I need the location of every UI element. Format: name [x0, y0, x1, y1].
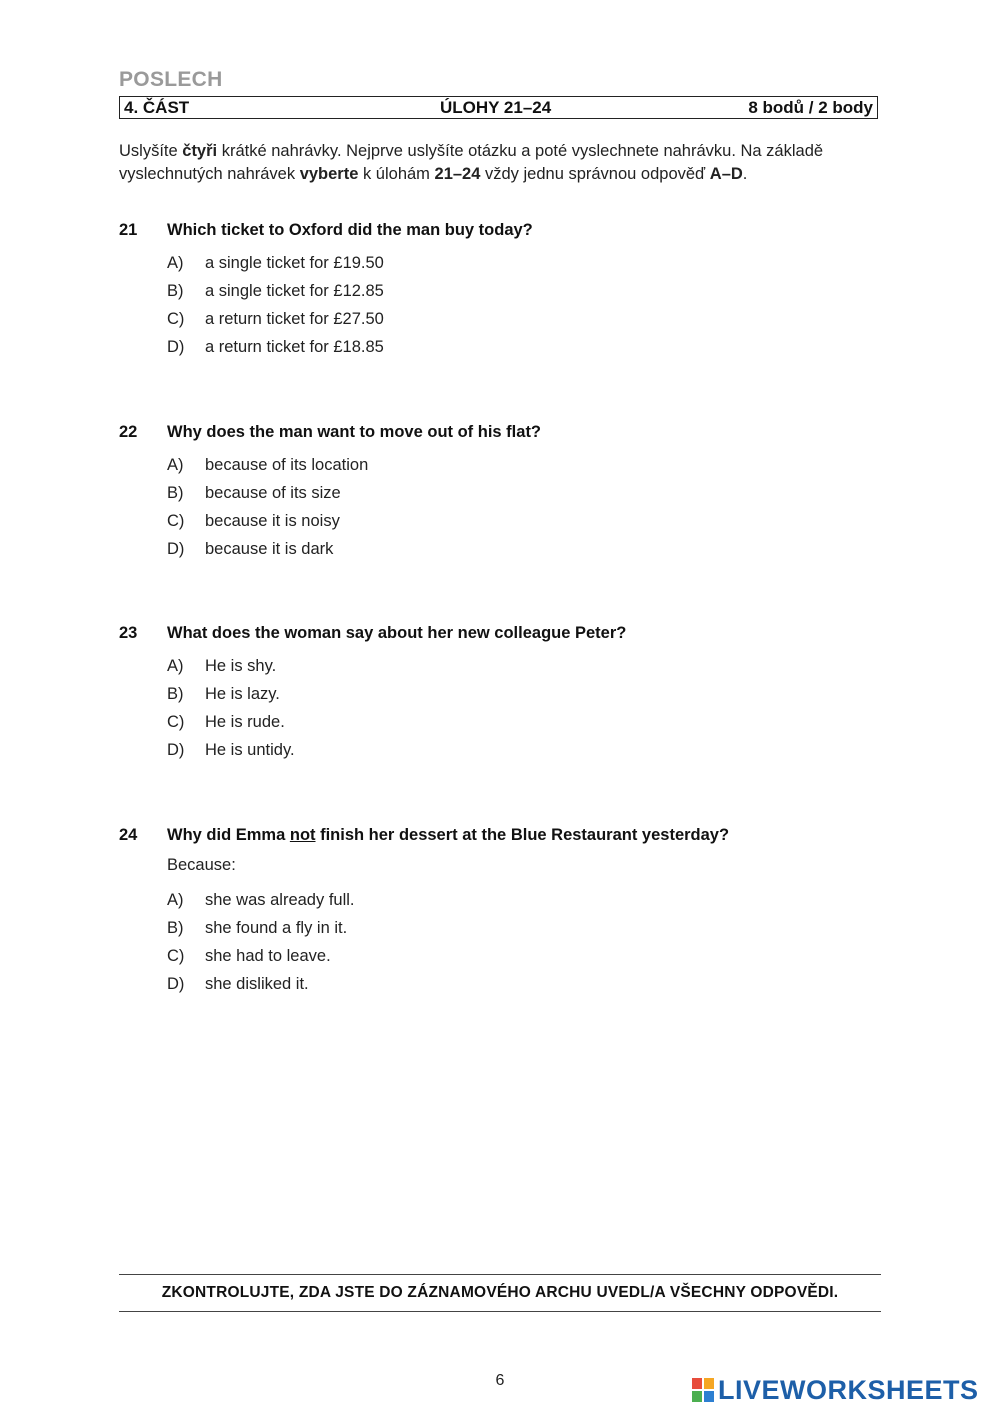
option-text: He is shy. [205, 656, 277, 675]
answer-option-a[interactable] [167, 886, 889, 914]
answer-sheet-reminder: ZKONTROLUJTE, ZDA JSTE DO ZÁZNAMOVÉHO ARCHU UVEDL/A VŠECHNY ODPOVĚDI. [119, 1274, 881, 1312]
option-letter: B) [167, 281, 184, 300]
question-number: 22 [119, 422, 138, 441]
option-text: a return ticket for £18.85 [205, 337, 384, 356]
option-letter: C) [167, 712, 185, 731]
logo-square [704, 1391, 714, 1402]
question-subtext: Because: [167, 856, 236, 874]
option-letter: A) [167, 455, 184, 474]
instructions-text: . [742, 165, 748, 183]
answer-option-a[interactable] [167, 652, 889, 680]
part-label: 4. ČÁST [124, 97, 190, 117]
option-text: because it is dark [205, 539, 334, 558]
option-text: a return ticket for £27.50 [205, 309, 384, 328]
question-text-part: finish her dessert at the Blue Restaurant yesterday? [315, 825, 730, 844]
question-text: What does the woman say about her new colleague Peter? [167, 623, 627, 642]
option-letter: D) [167, 337, 185, 356]
option-letter: B) [167, 684, 184, 703]
answer-option-c[interactable] [167, 942, 889, 970]
option-letter: B) [167, 918, 184, 937]
option-letter: D) [167, 740, 185, 759]
option-letter: A) [167, 890, 184, 909]
brand-name: LIVEWORKSHEETS [718, 1374, 979, 1405]
section-title: POSLECH [119, 68, 223, 91]
option-text: she was already full. [205, 890, 355, 909]
instructions-bold: čtyři [182, 142, 218, 160]
option-letter: D) [167, 539, 185, 558]
option-text: because of its location [205, 455, 369, 474]
option-letter: D) [167, 974, 185, 993]
part-header-bar [119, 96, 878, 119]
liveworksheets-logo-icon [692, 1378, 714, 1402]
question-text [167, 826, 729, 845]
option-text: a single ticket for £19.50 [205, 253, 384, 272]
option-letter: C) [167, 511, 185, 530]
answer-option-b[interactable] [167, 479, 889, 507]
instructions-text: k úlohám [358, 165, 435, 183]
option-text: He is rude. [205, 712, 285, 731]
question-text: Why does the man want to move out of his flat? [167, 422, 542, 441]
question-number: 23 [119, 623, 138, 642]
instructions-text: vždy jednu správnou odpověď [480, 165, 710, 183]
instructions-bold: vyberte [299, 165, 359, 183]
answer-option-b[interactable] [167, 914, 889, 942]
instructions-text: krátké nahrávky. Nejprve uslyšíte otázku a poté vyslechnete nahrávku. Na základě vyslechnutých nahrávek [119, 142, 824, 183]
liveworksheets-brand[interactable] [692, 1374, 979, 1406]
option-text: she found a fly in it. [205, 918, 348, 937]
answer-option-b[interactable] [167, 277, 889, 305]
option-letter: A) [167, 656, 184, 675]
question-text: Which ticket to Oxford did the man buy today? [167, 220, 533, 239]
option-text: she had to leave. [205, 946, 331, 965]
page-number: 6 [495, 1372, 505, 1389]
answer-option-b[interactable] [167, 680, 889, 708]
question-text-part: Why did Emma [167, 825, 290, 844]
instructions-bold: A–D [709, 165, 743, 183]
answer-option-d[interactable] [167, 970, 889, 998]
instructions-bold: 21–24 [434, 165, 481, 183]
question-23 [119, 622, 889, 764]
answer-option-d[interactable] [167, 736, 889, 764]
option-text: because it is noisy [205, 511, 340, 530]
answer-option-d[interactable] [167, 333, 889, 361]
option-letter: C) [167, 946, 185, 965]
answer-option-c[interactable] [167, 305, 889, 333]
option-text: because of its size [205, 483, 341, 502]
answer-option-d[interactable] [167, 535, 889, 563]
question-text-underlined: not [289, 825, 316, 844]
points-label: 8 bodů / 2 body [748, 97, 873, 117]
question-22 [119, 421, 889, 563]
answer-option-c[interactable] [167, 507, 889, 535]
question-21 [119, 219, 889, 361]
instructions-text: Uslyšíte [119, 142, 183, 160]
option-text: she disliked it. [205, 974, 309, 993]
logo-square [692, 1391, 702, 1402]
question-number: 24 [119, 825, 138, 844]
option-text: a single ticket for £12.85 [205, 281, 384, 300]
question-24 [119, 824, 889, 998]
answer-option-a[interactable] [167, 249, 889, 277]
instructions [119, 140, 889, 186]
logo-square [704, 1378, 714, 1389]
option-text: He is untidy. [205, 740, 295, 759]
answer-option-a[interactable] [167, 451, 889, 479]
option-letter: C) [167, 309, 185, 328]
tasks-label: ÚLOHY 21–24 [440, 97, 552, 117]
option-letter: B) [167, 483, 184, 502]
logo-square [692, 1378, 702, 1389]
option-text: He is lazy. [205, 684, 280, 703]
option-letter: A) [167, 253, 184, 272]
question-number: 21 [119, 220, 138, 239]
answer-option-c[interactable] [167, 708, 889, 736]
